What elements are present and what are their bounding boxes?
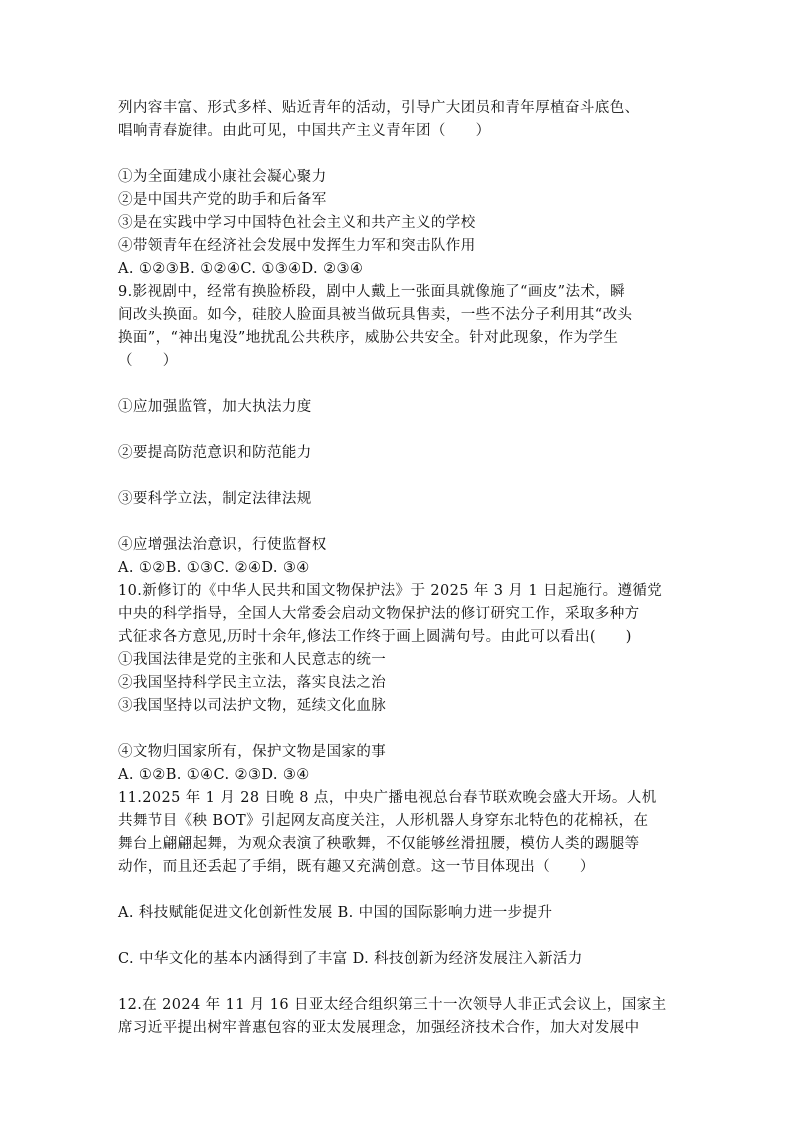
text-line: 舞台上翩翩起舞，为观众表演了秧歌舞，不仅能够丝滑扭腰，模仿人类的踢腿等: [118, 836, 640, 852]
question-9: 9.影视剧中，经常有换脸桥段，剧中人戴上一张面具就像施了“画皮”法术，瞬: [118, 284, 626, 300]
answer-choices: A. ①②③B. ①②④C. ①③④D. ②③④: [118, 261, 364, 277]
option-line: ②要提高防范意识和防范能力: [118, 445, 312, 461]
option-line: ④文物归国家所有，保护文物是国家的事: [118, 744, 387, 760]
text-line: 唱响青春旋律。由此可见，中国共产主义青年团（ ）: [118, 123, 491, 139]
answer-choices: A. 科技赋能促进文化创新性发展 B. 中国的国际影响力进一步提升: [118, 905, 553, 921]
answer-choices: A. ①②B. ①③C. ②④D. ③④: [118, 560, 310, 576]
option-line: ②是中国共产党的助手和后备军: [118, 192, 327, 208]
text-line: 式征求各方意见,历时十余年,修法工作终于画上圆满句号。由此可以看出( ): [118, 629, 632, 645]
option-line: ①我国法律是党的主张和人民意志的统一: [118, 652, 387, 668]
answer-choices: A. ①②B. ①④C. ②③D. ③④: [118, 767, 310, 783]
option-line: ②我国坚持科学民主立法，落实良法之治: [118, 675, 387, 691]
question-10: 10.新修订的《中华人民共和国文物保护法》于 2025 年 3 月 1 日起施行。遵循党: [118, 583, 663, 599]
option-line: ③要科学立法，制定法律法规: [118, 491, 312, 507]
option-line: ③我国坚持以司法护文物，延续文化血脉: [118, 698, 387, 714]
text-line: 换面”，“神出鬼没”地扰乱公共秩序，威胁公共安全。针对此现象，作为学生: [118, 330, 619, 346]
question-12: 12.在 2024 年 11 月 16 日亚太经合组织第三十一次领导人非正式会议上，国家主: [118, 997, 667, 1013]
answer-choices: C. 中华文化的基本内涵得到了丰富 D. 科技创新为经济发展注入新活力: [118, 951, 583, 967]
option-line: ③是在实践中学习中国特色社会主义和共产主义的学校: [118, 215, 476, 231]
text-line: （ ）: [118, 353, 178, 369]
question-11: 11.2025 年 1 月 28 日晚 8 点，中央广播电视总台春节联欢晚会盛大开场。人机: [118, 790, 657, 806]
text-line: 席习近平提出树牢普惠包容的亚太发展理念，加强经济技术合作，加大对发展中: [118, 1020, 640, 1036]
option-line: ④应增强法治意识，行使监督权: [118, 537, 327, 553]
text-line: 间改头换面。如今，硅胶人脸面具被当做玩具售卖，一些不法分子利用其“改头: [118, 307, 633, 323]
text-line: 共舞节目《秧 BOT》引起网友高度关注，人形机器人身穿东北特色的花棉袄，在: [118, 813, 649, 829]
text-line: 中央的科学指导，全国人大常委会启动文物保护法的修订研究工作，采取多种方: [118, 606, 640, 622]
text-line: 列内容丰富、形式多样、贴近青年的活动，引导广大团员和青年厚植奋斗底色、: [118, 100, 640, 116]
option-line: ①应加强监管，加大执法力度: [118, 399, 312, 415]
option-line: ①为全面建成小康社会凝心聚力: [118, 169, 327, 185]
text-line: 动作，而且还丢起了手绢，既有趣又充满创意。这一节目体现出（ ）: [118, 859, 595, 875]
option-line: ④带领青年在经济社会发展中发挥生力军和突击队作用: [118, 238, 476, 254]
